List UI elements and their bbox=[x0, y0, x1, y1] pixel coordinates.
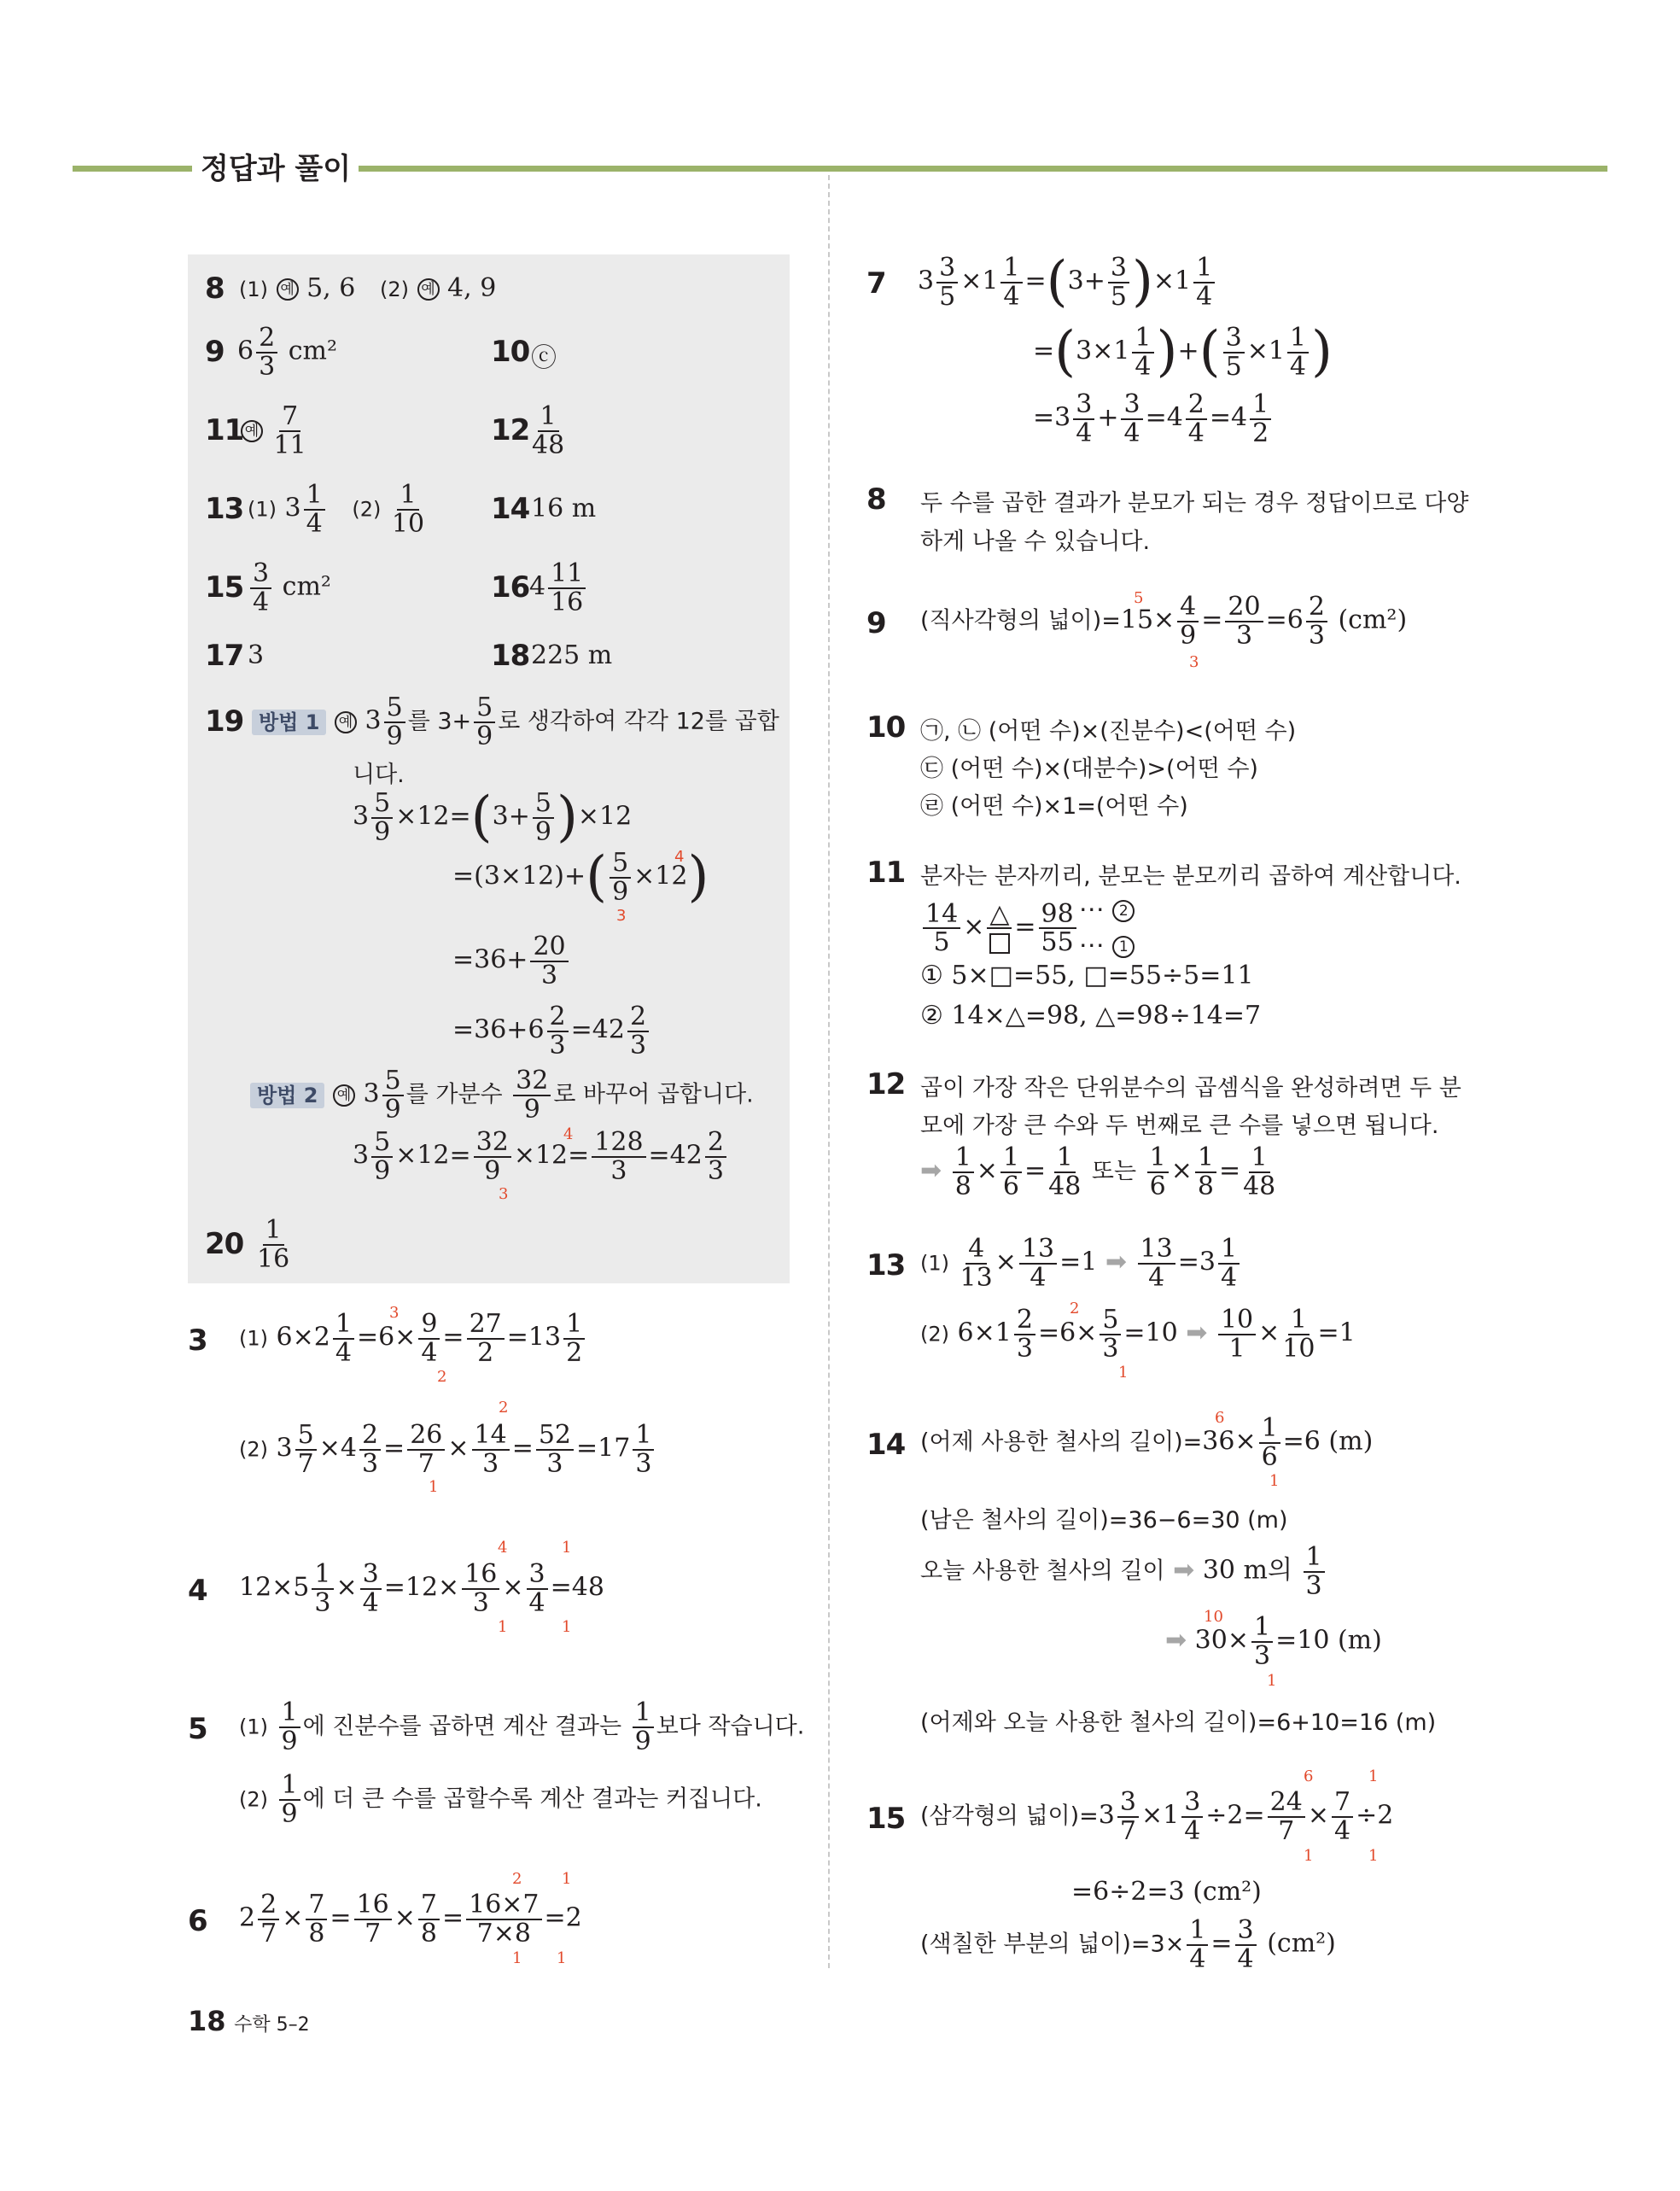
cancel-mark: 1 bbox=[429, 1478, 439, 1496]
cancel-mark: 4 bbox=[563, 1125, 574, 1143]
q15-line3: (색칠한 부분의 넓이)=3× $\frac{1}{4}$ = $\frac{3}{4}$ (cm²) bbox=[920, 1915, 1336, 1974]
page-title: 정답과 풀이 bbox=[201, 152, 352, 186]
q8-text-2: 하게 나올 수 있습니다. bbox=[920, 529, 1151, 555]
q9-answer: 6 $\frac{2}{3}$ cm² bbox=[237, 323, 338, 382]
q13-1: (1) $\frac{4}{13}$ × $\frac{13}{4}$ =1 ➡ $\frac{13}{4}$ =3 $\frac{1}{4}$ bbox=[920, 1236, 1242, 1291]
left-q4-work: 12×5 $\frac{1}{3}$ × $\frac{3}{4}$ =12× $\frac{16}{3}$ × $\frac{3}{4}$ =48 bbox=[239, 1559, 604, 1618]
cancel-mark: 6 bbox=[1215, 1409, 1225, 1427]
cancel-mark: 1 bbox=[1368, 1847, 1379, 1865]
q7-line1: 3 $\frac{3}{5}$ ×1 $\frac{1}{4}$ =(3+ $\frac{3}{5}$ )×1 $\frac{1}{4}$ bbox=[918, 254, 1217, 310]
q19-m1-step1: 3 $\frac{5}{9}$ ×12=(3+ $\frac{5}{9}$ )×12 bbox=[353, 785, 633, 849]
page-number: 18 bbox=[188, 2005, 226, 2037]
q19-method1-line: 방법 1 예 3 $\frac{5}{9}$ 를 3+ $\frac{5}{9}$ 로 생각하여 각각 12를 곱합 bbox=[252, 694, 779, 750]
right-arrow-icon: ➡ bbox=[1105, 1247, 1127, 1277]
q10-answer: ⓒ bbox=[531, 343, 557, 373]
q10-text-2: ㉢ (어떤 수)×(대분수)>(어떤 수) bbox=[920, 756, 1258, 782]
q14-number: 14 bbox=[491, 492, 530, 526]
q20-number: 20 bbox=[205, 1227, 244, 1261]
q16-answer: 4 $\frac{11}{16}$ bbox=[529, 560, 588, 616]
q15-answer: $\frac{3}{4}$ cm² bbox=[248, 560, 331, 616]
q8-answer: (1) 예 5, 6 (2) 예 4, 9 bbox=[239, 273, 497, 303]
right-q8-number: 8 bbox=[866, 482, 886, 517]
q13-2: (2) 6×1 $\frac{2}{3}$ =6× $\frac{5}{3}$ =10 ➡ $\frac{10}{1}$ × $\frac{1}{10}$ =1 bbox=[920, 1305, 1356, 1364]
left-q4-number: 4 bbox=[188, 1574, 207, 1608]
q11-text-3: ① 5×□=55, □=55÷5=11 bbox=[920, 961, 1254, 990]
cancel-mark: 4 bbox=[674, 848, 685, 866]
q19-m1-step3: =36+ $\frac{20}{3}$ bbox=[452, 933, 571, 989]
q15-number: 15 bbox=[205, 570, 244, 605]
q19-m2-step: 3 $\frac{5}{9}$ ×12= $\frac{32}{9}$ ×12= $\frac{128}{3}$ =42 $\frac{2}{3}$ bbox=[353, 1129, 729, 1184]
method2-tag: 방법 2 bbox=[250, 1083, 324, 1108]
right-q14-number: 14 bbox=[866, 1428, 906, 1462]
q12-text-2: 모에 가장 큰 수와 두 번째로 큰 수를 넣으면 됩니다. bbox=[920, 1113, 1439, 1139]
left-q3-1: (1) 6×2 $\frac{1}{4}$ =6× $\frac{9}{4}$ = $\frac{27}{2}$ =13 $\frac{1}{2}$ bbox=[239, 1311, 587, 1366]
q19-method2-line: 방법 2 예 3 $\frac{5}{9}$ 를 가분수 $\frac{32}{9}$ 로 바꾸어 곱합니다. bbox=[250, 1067, 754, 1123]
q10-text-3: ㉣ (어떤 수)×1=(어떤 수) bbox=[920, 793, 1188, 820]
cancel-mark: 1 bbox=[1269, 1472, 1280, 1490]
q10-text-1: ㉠, ㉡ (어떤 수)×(진분수)<(어떤 수) bbox=[920, 718, 1297, 745]
q14-line5: (어제와 오늘 사용한 철사의 길이)=6+10=16 (m) bbox=[920, 1709, 1437, 1736]
q7-line3: =3 $\frac{3}{4}$ + $\frac{3}{4}$ =4 $\frac{2}{4}$ =4 $\frac{1}{2}$ bbox=[1033, 391, 1274, 447]
q14-line4: ➡ 30× $\frac{1}{3}$ =10 (m) bbox=[1165, 1612, 1382, 1671]
q18-number: 18 bbox=[491, 639, 530, 673]
cancel-mark: 1 bbox=[562, 1539, 572, 1557]
q8-text-1: 두 수를 곱한 결과가 분모가 되는 경우 정답이므로 다양 bbox=[920, 490, 1469, 517]
method1-tag: 방법 1 bbox=[252, 710, 326, 735]
cancel-mark: 1 bbox=[1368, 1767, 1379, 1785]
q20-answer: $\frac{1}{16}$ bbox=[257, 1215, 290, 1274]
right-q10-number: 10 bbox=[866, 710, 906, 745]
book-title: 수학 5–2 bbox=[234, 2014, 310, 2036]
cancel-mark: 1 bbox=[562, 1870, 572, 1888]
right-arrow-icon: ➡ bbox=[920, 1155, 942, 1186]
left-q5-number: 5 bbox=[188, 1712, 207, 1746]
right-q12-number: 12 bbox=[866, 1067, 906, 1101]
q14-line2: (남은 철사의 길이)=36−6=30 (m) bbox=[920, 1507, 1288, 1534]
cancel-mark: 5 bbox=[1134, 589, 1144, 607]
q11-answer: 예 $\frac{7}{11}$ bbox=[241, 403, 309, 459]
header-rule-right bbox=[359, 166, 1607, 172]
q19-m1-step2: =(3×12)+( $\frac{5}{9}$ ×12) bbox=[452, 844, 709, 909]
right-q11-number: 11 bbox=[866, 856, 906, 890]
right-arrow-icon: ➡ bbox=[1165, 1625, 1187, 1656]
left-q6-work: 2 $\frac{2}{7}$ × $\frac{7}{8}$ = $\frac{16}{7}$ × $\frac{7}{8}$ = $\frac{16\times 7}{7\times 8}$ =2 bbox=[239, 1890, 582, 1949]
q12-text-1: 곱이 가장 작은 단위분수의 곱셈식을 완성하려면 두 분 bbox=[920, 1075, 1461, 1101]
cancel-mark: 2 bbox=[437, 1368, 447, 1386]
cancel-mark: 10 bbox=[1204, 1608, 1223, 1626]
column-divider bbox=[828, 175, 830, 1968]
cancel-mark: 4 bbox=[498, 1539, 508, 1557]
header-rule-left bbox=[73, 166, 192, 172]
q11-equation: $\frac{14}{5}$ × △ = $\frac{98}{55}$ ⋯ 2 ⋯ 1 bbox=[920, 892, 1135, 964]
q16-number: 16 bbox=[491, 570, 530, 605]
cancel-mark: 1 bbox=[1304, 1847, 1314, 1865]
q14-line1: (어제 사용한 철사의 길이)=36× $\frac{1}{6}$ =6 (m) bbox=[920, 1413, 1374, 1472]
cancel-mark: 1 bbox=[498, 1618, 508, 1636]
right-arrow-icon: ➡ bbox=[1186, 1318, 1208, 1348]
q17-number: 17 bbox=[205, 639, 244, 673]
cancel-mark: 2 bbox=[499, 1399, 509, 1417]
cancel-mark: 3 bbox=[1189, 653, 1199, 671]
q8-number: 8 bbox=[205, 272, 225, 306]
left-q5-1: (1) $\frac{1}{9}$ 에 진분수를 곱하면 계산 결과는 $\frac{1}{9}$ 보다 작습니다. bbox=[239, 1697, 805, 1756]
q15-line1: (삼각형의 넓이)=3 $\frac{3}{7}$ ×1 $\frac{3}{4}$ ÷2= $\frac{24}{7}$ × $\frac{7}{4}$ ÷2 bbox=[920, 1787, 1394, 1846]
right-arrow-icon: ➡ bbox=[1173, 1555, 1195, 1586]
cancel-mark: 1 bbox=[1267, 1672, 1277, 1690]
left-q3-number: 3 bbox=[188, 1323, 207, 1358]
q12-work: ➡ $\frac{1}{8}$ × $\frac{1}{6}$ = $\frac{1}{48}$ 또는 $\frac{1}{6}$ × $\frac{1}{8}$ = $\frac{1}{48}$ bbox=[920, 1142, 1276, 1201]
q15-line2: =6÷2=3 (cm²) bbox=[1071, 1877, 1262, 1907]
cancel-mark: 3 bbox=[616, 907, 627, 925]
right-q7-number: 7 bbox=[866, 266, 886, 301]
q19-number: 19 bbox=[205, 704, 244, 739]
q12-answer: $\frac{1}{48}$ bbox=[532, 401, 565, 460]
q13-number: 13 bbox=[205, 492, 244, 526]
q10-number: 10 bbox=[491, 335, 530, 369]
right-q9-number: 9 bbox=[866, 606, 886, 640]
q7-line2: =(3×1 $\frac{1}{4}$ )+( $\frac{3}{5}$ ×1 $\frac{1}{4}$ ) bbox=[1033, 319, 1333, 383]
q14-line3: 오늘 사용한 철사의 길이 ➡ 30 m의 $\frac{1}{3}$ bbox=[920, 1544, 1327, 1599]
q11-text-4: ② 14×△=98, △=98÷14=7 bbox=[920, 1001, 1262, 1031]
q11-text-1: 분자는 분자끼리, 분모는 분모끼리 곱하여 계산합니다. bbox=[920, 863, 1461, 890]
q13-answer: (1) 3 $\frac{1}{4}$ (2) $\frac{1}{10}$ bbox=[248, 480, 425, 539]
q9-number: 9 bbox=[205, 335, 225, 369]
right-q13-number: 13 bbox=[866, 1248, 906, 1282]
cancel-mark: 1 bbox=[1118, 1364, 1129, 1382]
q9-work: (직사각형의 넓이)=15× $\frac{4}{9}$ = $\frac{20}{3}$ =6 $\frac{2}{3}$ (cm²) bbox=[920, 592, 1408, 651]
cancel-mark: 1 bbox=[512, 1949, 522, 1967]
q18-answer: 225 m bbox=[531, 640, 613, 670]
cancel-mark: 1 bbox=[557, 1949, 567, 1967]
left-q3-2: (2) 3 $\frac{5}{7}$ ×4 $\frac{2}{3}$ = $\frac{26}{7}$ × $\frac{14}{3}$ = $\frac{52}{3}$ =17 $\frac{1}{3}$ bbox=[239, 1422, 656, 1477]
right-q15-number: 15 bbox=[866, 1802, 906, 1836]
cancel-mark: 2 bbox=[1070, 1300, 1080, 1318]
page-footer bbox=[188, 2005, 310, 2037]
cancel-mark: 3 bbox=[389, 1304, 400, 1322]
cancel-mark: 3 bbox=[499, 1185, 509, 1203]
left-q6-number: 6 bbox=[188, 1904, 207, 1938]
q17-answer: 3 bbox=[248, 640, 265, 670]
q11-number: 11 bbox=[205, 413, 244, 447]
q19-m1-step4: =36+6 $\frac{2}{3}$ =42 $\frac{2}{3}$ bbox=[452, 1003, 651, 1059]
cancel-mark: 2 bbox=[512, 1870, 522, 1888]
cancel-mark: 1 bbox=[562, 1618, 572, 1636]
q12-number: 12 bbox=[491, 413, 530, 447]
q14-answer: 16 m bbox=[531, 494, 597, 523]
q19-method1-cont: 니다. bbox=[353, 762, 405, 788]
left-q5-2: (2) $\frac{1}{9}$ 에 더 큰 수를 곱할수록 계산 결과는 커집니다. bbox=[239, 1770, 762, 1829]
cancel-mark: 6 bbox=[1304, 1767, 1314, 1785]
